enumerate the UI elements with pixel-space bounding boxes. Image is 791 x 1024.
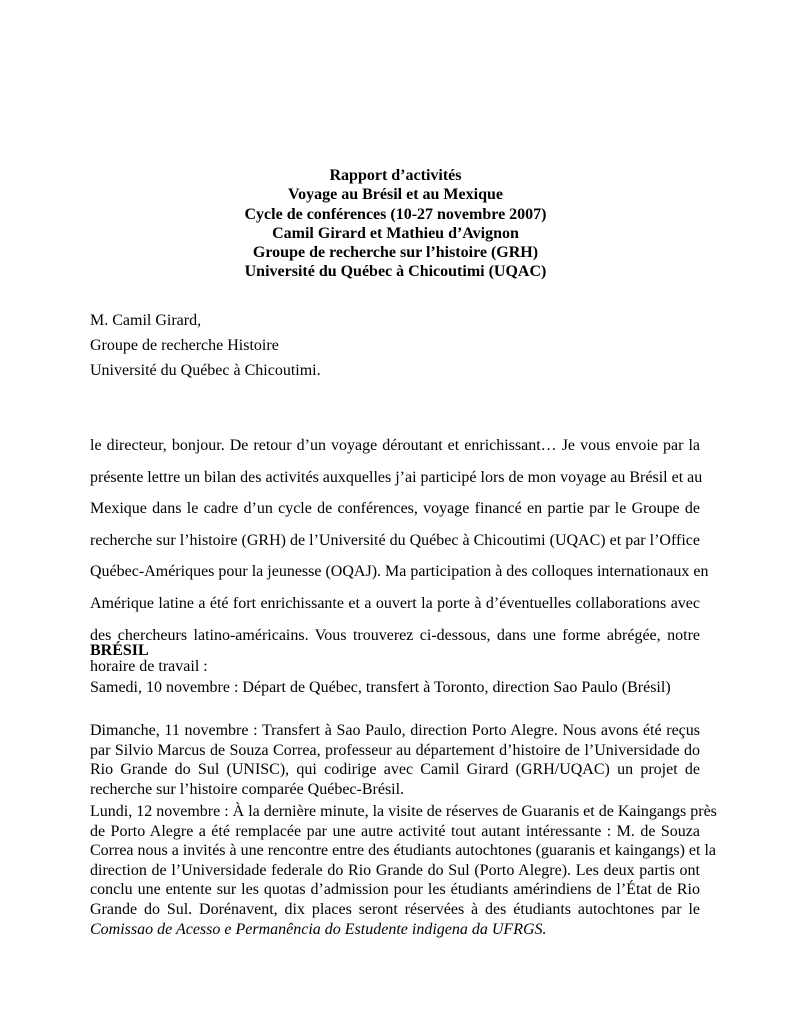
text-line: présente lettre un bilan des activités auxquelles j’ai participé lors de mon voyage au Brésil et au xyxy=(90,468,703,486)
title-line: Groupe de recherche sur l’histoire (GRH) xyxy=(252,244,539,262)
text-line: Correa nous a invités à une rencontre entre des étudiants autochtones (guaranis et kaingangs) et la xyxy=(90,842,716,860)
text-line: Dimanche, 11 novembre : Transfert à Sao Paulo, direction Porto Alegre. Nous avons été reçus xyxy=(90,722,700,739)
section-heading: BRÉSIL xyxy=(90,642,149,659)
text-line: par Silvio Marcus de Souza Correa, professeur au département d’histoire de l’Universidade do xyxy=(90,741,700,759)
text-line: Samedi, 10 novembre : Départ de Québec, transfert à Toronto, direction Sao Paulo (Brésil) xyxy=(90,679,671,696)
text-line: horaire de travail : xyxy=(90,658,208,676)
recipient-address xyxy=(90,308,321,383)
entry-lundi xyxy=(90,802,717,939)
title-line: Université du Québec à Chicoutimi (UQAC) xyxy=(244,263,547,281)
address-line: Groupe de recherche Histoire xyxy=(90,337,279,354)
text-line: recherche sur l’histoire (GRH) de l’Université du Québec à Chicoutimi (UQAC) et par l’Office xyxy=(90,531,700,549)
italic-commission-name xyxy=(90,920,700,940)
text-line: Grande do Sul. Dorénavent, dix places seront réservées à des étudiants autochtones par le xyxy=(90,900,700,918)
text-line: Lundi, 12 novembre : À la dernière minute, la visite de réserves de Guaranis et de Kaingangs près xyxy=(90,803,717,820)
title-line: Camil Girard et Mathieu d’Avignon xyxy=(272,224,519,242)
intro-paragraph xyxy=(90,430,709,683)
entry-dimanche xyxy=(90,721,700,799)
title-line: Cycle de conférences (10-27 novembre 2007) xyxy=(244,205,547,223)
title-line: Rapport d’activités xyxy=(329,167,462,184)
text-line: conclu une entente sur les quotas d’admission pour les étudiants amérindiens de l’État de Rio xyxy=(90,881,700,899)
text-line: Rio Grande do Sul (UNISC), qui codirige avec Camil Girard (GRH/UQAC) un projet de xyxy=(90,761,700,779)
text-line: Amérique latine a été fort enrichissante et a ouvert la porte à d’éventuelles collaborations avec xyxy=(90,594,700,612)
text-line: de Porto Alegre a été remplacée par une autre activité tout autant intéressante : M. de Souza xyxy=(90,822,700,840)
text-line: le directeur, bonjour. De retour d’un voyage déroutant et enrichissant… Je vous envoie par la xyxy=(90,437,700,454)
entry-samedi xyxy=(90,678,700,698)
address-line: M. Camil Girard, xyxy=(90,312,202,329)
text-line: Québec-Amériques pour la jeunesse (OQAJ). Ma participation à des colloques internationaux en xyxy=(90,563,709,581)
text-line: Mexique dans le cadre d’un cycle de conférences, voyage financé en partie par le Groupe de xyxy=(90,500,700,518)
text-line: direction de l’Universidade federale do Rio Grande do Sul (Porto Alegre). Les deux partis ont xyxy=(90,861,700,879)
title-line: Voyage au Brésil et au Mexique xyxy=(288,186,503,204)
text-line: des chercheurs latino-américains. Vous trouverez ci-dessous, dans une forme abrégée, notre xyxy=(90,626,700,644)
report-title xyxy=(0,166,791,282)
address-line: Université du Québec à Chicoutimi. xyxy=(90,362,321,379)
italic-text: Comissao de Acesso e Permanência do Estudente indigena da UFRGS. xyxy=(90,920,547,938)
text-line: recherche sur l’histoire comparée Québec-Brésil. xyxy=(90,780,405,798)
